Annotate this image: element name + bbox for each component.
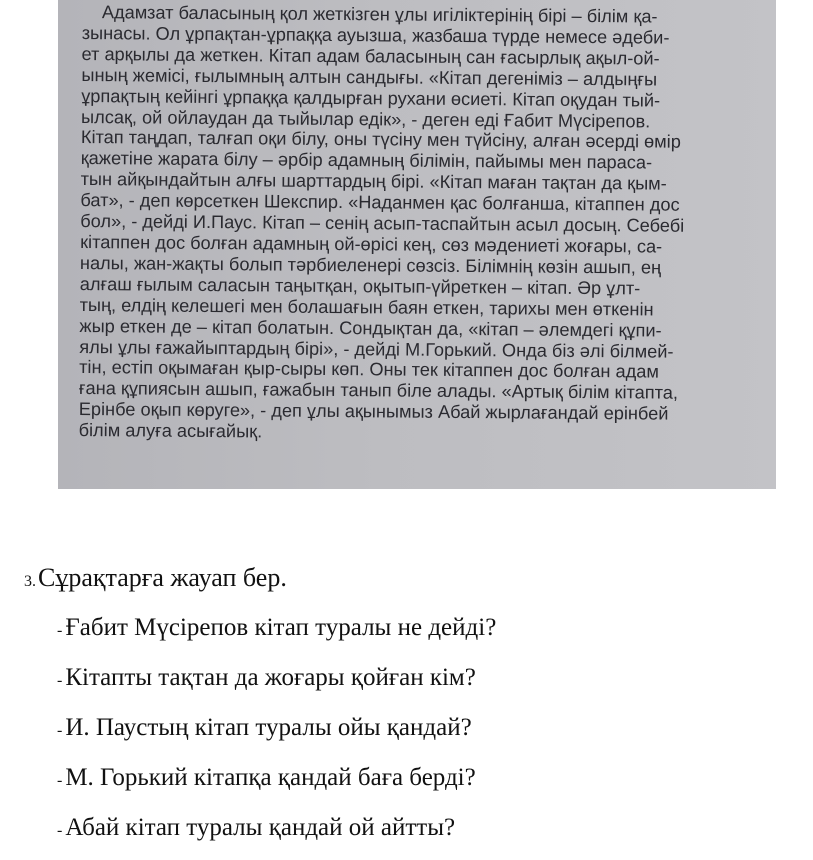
passage-line: Ерінбе оқып көруге», - деп ұлы ақынымыз Абай жырлағандай ерінбей — [78, 399, 669, 424]
question-item — [24, 660, 784, 710]
question-text: М. Горький кітапқа қандай баға берді? — [65, 764, 476, 791]
task-section — [24, 560, 784, 860]
passage-line: тың, елдің келешегі мен болашағын баян еткен, тарихы мен өткенін — [79, 294, 654, 320]
question-item — [24, 610, 784, 660]
question-item — [24, 710, 784, 760]
question-text: Абай кітап туралы қандай ой айтты? — [65, 814, 456, 841]
passage-line: тін, естіп оқымаған қыр-сыры көп. Оны тек кітаппен дос болған адам — [79, 357, 659, 382]
passage-line: білім алуға асығайық. — [78, 420, 263, 442]
question-dash: - — [57, 772, 63, 789]
question-item — [24, 760, 784, 810]
question-item — [24, 810, 784, 860]
question-text: И. Паустың кітап туралы ойы қандай? — [65, 714, 472, 741]
question-dash: - — [57, 672, 63, 689]
passage-line: Адамзат баласының қол жеткізген ұлы игіліктерінің бірі – білім қа- — [101, 2, 658, 27]
passage-line: бол», - дейді И.Паус. Кітап – сенің асып-таспайтын асыл досың. Себебі — [80, 211, 685, 236]
question-list — [24, 610, 784, 860]
passage-line: кітаппен дос болған адамның ой-өрісі кең, сөз мәдениеті жоғары, са- — [80, 231, 663, 257]
passage-line: бат», - деп көрсеткен Шекспир. «Наданмен қас болғанша, кітаппен дос — [80, 190, 680, 215]
task-number: 3. — [24, 573, 36, 590]
question-dash: - — [57, 822, 63, 839]
task-heading — [24, 560, 784, 610]
question-dash: - — [57, 622, 63, 639]
task-title: Сұрақтарға жауап бер. — [38, 563, 287, 592]
passage — [79, 2, 772, 446]
passage-line: алғаш ғылым саласын таңытқан, оқытып-үйреткен – кітап. Әр ұлт- — [79, 273, 641, 299]
passage-line: налы, жан-жақты болып тәрбиеленері сөзсіз. Білімнің көзін ашып, ең — [79, 252, 662, 278]
question-dash: - — [57, 722, 63, 739]
question-text: Кітапты тақтан да жоғары қойған кім? — [65, 664, 476, 691]
question-text: Ғабит Мүсірепов кітап туралы не дейді? — [65, 614, 497, 641]
passage-line: жыр еткен де – кітап болатын. Сондықтан да, «кітап – әлемдегі құпи- — [79, 315, 662, 341]
passage-line: ылсақ, ой ойлаудан да тыйылар едік», - деген еді Ғабит Мүсірепов. — [81, 106, 651, 131]
textbook-photo — [58, 0, 776, 489]
passage-line: қажетіне жарата білу – әрбір адамның білімін, пайымы мен параса- — [80, 148, 653, 173]
passage-line: ының жемісі, ғылымның алтын сандығы. «Кітап дегеніміз – алдыңғы — [81, 64, 658, 90]
passage-line: Кітап таңдап, талғап оқи білу, оны түсіну мен түйсіну, алған әсерді өмір — [80, 127, 681, 153]
passage-line: ғана құпиясын ашып, ғажабын танып біле алады. «Артық білім кітапта, — [78, 378, 679, 404]
passage-line: тын айқындайтын алғы шарттардың бірі. «Кітап маған тақтан да қым- — [80, 169, 667, 194]
passage-line: зынасы. Ол ұрпақтан-ұрпаққа ауызша, жазбаша түрде немесе әдеби- — [81, 22, 670, 48]
passage-line: ұрпақтың кейінгі ұрпаққа қалдырған рухани өсиеті. Кітап оқудан тый- — [81, 85, 661, 111]
passage-line: ет арқылы да жеткен. Кітап адам баласының сан ғасырлық ақыл-ой- — [81, 43, 660, 69]
passage-line: ялы ұлы ғажайыптардың бірі», - дейді М.Горький. Онда біз әлі білмей- — [79, 336, 674, 362]
